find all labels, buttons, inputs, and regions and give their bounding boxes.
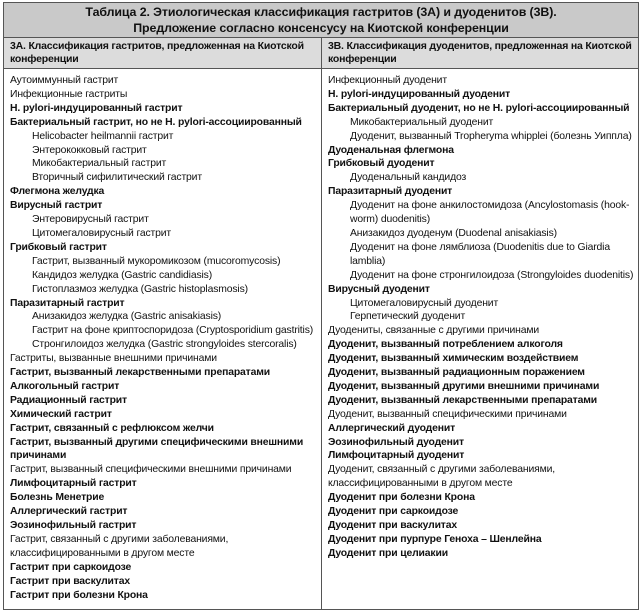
list-item: Лимфоцитарный дуоденит: [328, 450, 465, 462]
list-item: Стронгилоидоз желудка (Gastric strongyloides stercoralis): [32, 339, 297, 351]
list-item: H. pylori-индуцированный гастрит: [10, 102, 183, 114]
list-item: Гастрит, вызванный специфическими внешними причинами: [10, 464, 292, 476]
list-item: Аллергический дуоденит: [328, 422, 456, 434]
duodenitis-column: [322, 69, 638, 610]
classification-table: [3, 2, 639, 610]
caption-line-2: Предложение согласно консенсусу на Киотской конференции: [133, 20, 509, 35]
list-item: Флегмона желудка: [10, 186, 105, 198]
list-item: Дуоденит, вызванный радиационным поражением: [328, 367, 585, 379]
list-item: Энтерококковый гастрит: [32, 144, 147, 156]
list-item: Аутоиммунный гастрит: [10, 75, 119, 86]
list-item: Цитомегаловирусный гастрит: [32, 227, 172, 239]
list-item: Герпетический дуоденит: [350, 311, 466, 323]
list-item: Инфекционные гастриты: [10, 88, 128, 100]
list-item: Дуоденит, вызванный другими внешними причинами: [328, 380, 600, 392]
list-item: Гастрит, связанный с рефлюксом желчи: [10, 422, 214, 434]
list-item: Дуоденит, вызванный лекарственными препаратами: [328, 394, 598, 406]
list-item: Гастрит при васкулитах: [10, 575, 130, 587]
list-item: Паразитарный гастрит: [10, 297, 125, 309]
list-item: Эозинофильный гастрит: [10, 520, 137, 531]
list-item: Дуоденит при саркоидозе: [328, 506, 459, 518]
list-item: Дуоденит на фоне анкилостомидоза (Ancylostomasis (hook-worm) duodenitis): [350, 200, 630, 226]
list-item: Грибковый гастрит: [10, 241, 107, 253]
list-item: Helicobacter heilmannii гастрит: [32, 130, 174, 142]
list-item: Цитомегаловирусный дуоденит: [350, 297, 499, 309]
list-item: Бактериальный дуоденит, но не H. pylori-ассоциированный: [328, 102, 630, 114]
list-item: Дуоденит, вызванный потреблением алкоголя: [328, 339, 563, 351]
list-item: Гастриты, вызванные внешними причинами: [10, 353, 217, 365]
list-item: Кандидоз желудка (Gastric candidiasis): [32, 269, 213, 281]
list-item: Гастрит, вызванный лекарственными препаратами: [10, 367, 270, 379]
list-item: Гастрит при саркоидозе: [10, 561, 132, 573]
list-item: Микобактериальный дуоденит: [350, 116, 494, 128]
list-item: Аллергический гастрит: [10, 506, 128, 518]
list-item: Гастрит при болезни Крона: [10, 589, 148, 601]
list-item: Микобактериальный гастрит: [32, 158, 167, 170]
list-item: Анизакидоз дуоденум (Duodenal anisakiasis): [350, 227, 557, 239]
list-item: Инфекционный дуоденит: [328, 75, 447, 86]
caption-line-1: Таблица 2. Этиологическая классификация гастритов (3А) и дуоденитов (3В).: [85, 5, 557, 19]
list-item: Дуоденит, вызванный специфическими причинами: [328, 408, 567, 420]
list-item: Дуоденит при пурпуре Геноха – Шенлейна: [328, 533, 542, 545]
list-item: Болезнь Менетрие: [10, 492, 105, 504]
list-item: Химический гастрит: [10, 408, 112, 420]
list-item: Гастрит, вызванный мукоромикозом (mucoromycosis): [32, 255, 281, 267]
table-caption: [4, 3, 638, 38]
gastritis-column-header: 3А. Классификация гастритов, предложенная на Киотской конференции: [4, 38, 322, 68]
list-item: Эозинофильный дуоденит: [328, 436, 464, 448]
table-body: [4, 69, 638, 610]
list-item: Дуоденит при целиакии: [328, 547, 448, 559]
list-item: Грибковый дуоденит: [328, 158, 435, 170]
list-item: Дуоденит, вызванный Tropheryma whipplei (болезнь Уиппла): [350, 130, 632, 142]
list-item: Дуоденит, связанный с другими заболеваниями, классифицированными в другом месте: [328, 464, 555, 490]
list-item: Дуоденальная флегмона: [328, 144, 454, 156]
list-item: Гастрит на фоне криптоспоридоза (Cryptosporidium gastritis): [32, 325, 314, 337]
column-headers: [4, 38, 638, 69]
list-item: Дуодениты, связанные с другими причинами: [328, 325, 539, 337]
list-item: Вирусный дуоденит: [328, 283, 430, 295]
list-item: Анизакидоз желудка (Gastric anisakiasis): [32, 311, 222, 323]
list-item: H. pylori-индуцированный дуоденит: [328, 88, 511, 100]
list-item: Гастрит, связанный с другими заболеваниями, классифицированными в другом месте: [10, 533, 229, 559]
duodenitis-column-header: 3В. Классификация дуоденитов, предложенная на Киотской конференции: [322, 38, 638, 68]
list-item: Паразитарный дуоденит: [328, 186, 453, 198]
list-item: Дуоденит, вызванный химическим воздействием: [328, 353, 579, 365]
list-item: Энтеровирусный гастрит: [32, 214, 149, 226]
list-item: Дуоденальный кандидоз: [350, 172, 467, 184]
list-item: Дуоденит на фоне стронгилоидоза (Strongyloides duodenitis): [350, 269, 634, 281]
list-item: Бактериальный гастрит, но не H. pylori-ассоциированный: [10, 116, 302, 128]
list-item: Алкогольный гастрит: [10, 380, 120, 392]
list-item: Лимфоцитарный гастрит: [10, 478, 137, 490]
gastritis-column: [4, 69, 322, 610]
list-item: Дуоденит при болезни Крона: [328, 492, 475, 504]
list-item: Дуоденит при васкулитах: [328, 520, 458, 531]
list-item: Гастрит, вызванный другими специфическими внешними причинами: [10, 436, 304, 462]
list-item: Дуоденит на фоне лямблиоза (Duodenitis due to Giardia lamblia): [350, 241, 610, 267]
list-item: Вирусный гастрит: [10, 200, 103, 212]
list-item: Радиационный гастрит: [10, 394, 127, 406]
list-item: Вторичный сифилитический гастрит: [32, 172, 202, 184]
list-item: Гистоплазмоз желудка (Gastric histoplasmosis): [32, 283, 248, 295]
